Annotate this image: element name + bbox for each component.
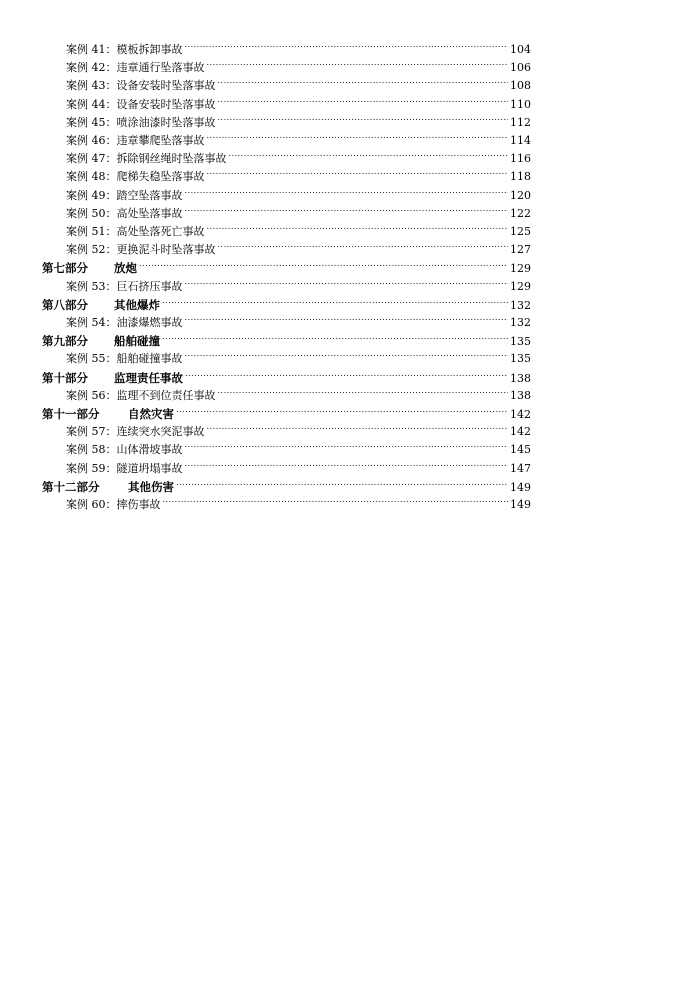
- case-title: 隧道坍塌事故: [116, 461, 183, 475]
- case-title: 违章通行坠落事故: [116, 61, 205, 75]
- toc-case-entry[interactable]: [42, 241, 531, 259]
- case-title: 监理不到位责任事故: [116, 388, 216, 402]
- case-number: 案例 50：: [66, 206, 117, 220]
- toc-case-label: [42, 350, 183, 368]
- toc-section-entry[interactable]: [42, 369, 531, 387]
- dot-leader: [229, 151, 509, 163]
- case-title: 油漆爆燃事故: [116, 316, 183, 329]
- toc-section-label: [42, 405, 174, 424]
- page-number: 122: [510, 206, 531, 220]
- toc-case-label: [42, 441, 183, 459]
- section-number: 第十二部分: [42, 479, 100, 494]
- toc-case-label: [42, 205, 183, 223]
- toc-section-label: [42, 478, 174, 497]
- case-number: 案例 55：: [66, 352, 117, 366]
- case-number: 案例 47：: [66, 152, 117, 166]
- toc-case-label: [42, 114, 216, 132]
- case-number: 案例 60：: [66, 498, 117, 511]
- toc-case-label: [42, 223, 205, 241]
- case-number: 案例 43：: [66, 79, 117, 93]
- toc-section-entry[interactable]: [42, 259, 531, 277]
- dot-leader: [163, 497, 509, 509]
- case-number: 案例 41：: [66, 43, 117, 56]
- section-title: 监理责任事故: [114, 370, 183, 385]
- dot-leader: [207, 169, 509, 181]
- dot-leader: [185, 279, 509, 291]
- toc-section-label: [42, 369, 183, 388]
- page-number: 118: [510, 170, 531, 184]
- toc-section-entry[interactable]: [42, 405, 531, 423]
- toc-case-entry[interactable]: [42, 223, 531, 241]
- page-number: 106: [510, 61, 531, 75]
- dot-leader: [176, 480, 508, 492]
- dot-leader: [207, 133, 509, 145]
- toc-case-entry[interactable]: [42, 205, 531, 223]
- case-number: 案例 52：: [66, 243, 117, 257]
- toc-case-entry[interactable]: [42, 460, 531, 478]
- toc-case-label: [42, 387, 216, 405]
- toc-case-label: [42, 41, 183, 59]
- page-number: 108: [510, 79, 531, 93]
- case-number: 案例 59：: [66, 461, 117, 475]
- dot-leader: [207, 60, 509, 72]
- dot-leader: [218, 78, 509, 90]
- toc-case-entry[interactable]: [42, 278, 531, 296]
- section-title: 放炮: [114, 261, 137, 276]
- dot-leader: [185, 371, 508, 383]
- toc-section-entry[interactable]: [42, 332, 531, 350]
- case-number: 案例 48：: [66, 170, 117, 184]
- case-number: 案例 53：: [66, 279, 117, 293]
- page-number: 114: [510, 134, 531, 147]
- dot-leader: [207, 424, 509, 436]
- toc-case-label: [42, 59, 205, 77]
- toc-case-label: [42, 314, 183, 332]
- page-number: 132: [510, 298, 531, 312]
- page-number: 127: [510, 243, 531, 257]
- toc-case-label: [42, 423, 205, 441]
- toc-section-label: [42, 296, 160, 315]
- toc-case-entry[interactable]: [42, 59, 531, 77]
- page-number: 110: [510, 97, 531, 111]
- toc-case-entry[interactable]: [42, 350, 531, 368]
- toc-case-entry[interactable]: [42, 132, 531, 150]
- section-number: 第八部分: [42, 297, 88, 312]
- section-title: 其他爆炸: [114, 297, 160, 312]
- page-number: 112: [510, 115, 531, 129]
- case-number: 案例 56：: [66, 388, 117, 402]
- page-number: 149: [510, 480, 531, 494]
- toc-case-entry[interactable]: [42, 96, 531, 114]
- section-number: 第十一部分: [42, 407, 100, 421]
- section-title: 自然灾害: [128, 407, 174, 421]
- toc-case-label: [42, 278, 183, 296]
- page-number: 135: [510, 352, 531, 366]
- case-number: 案例 44：: [66, 97, 117, 111]
- section-number: 第九部分: [42, 334, 88, 349]
- toc-case-entry[interactable]: [42, 441, 531, 459]
- case-title: 巨石挤压事故: [116, 279, 183, 293]
- case-title: 高处坠落事故: [116, 206, 183, 220]
- toc-case-label: [42, 496, 161, 514]
- case-title: 踏空坠落事故: [116, 188, 183, 202]
- dot-leader: [176, 407, 508, 419]
- case-number: 案例 46：: [66, 134, 117, 147]
- dot-leader: [162, 298, 508, 310]
- toc-section-label: [42, 332, 160, 351]
- case-title: 违章攀爬坠落事故: [116, 134, 205, 147]
- toc-case-label: [42, 150, 227, 168]
- case-title: 设备安装时坠落事故: [116, 97, 216, 111]
- dot-leader: [185, 188, 509, 200]
- toc-case-entry[interactable]: [42, 114, 531, 132]
- case-title: 高处坠落死亡事故: [116, 225, 205, 238]
- page-number: 129: [510, 262, 531, 276]
- page-number: 120: [510, 188, 531, 202]
- page-number: 104: [510, 43, 531, 56]
- dot-leader: [218, 388, 509, 400]
- case-number: 案例 57：: [66, 425, 117, 439]
- case-number: 案例 42：: [66, 61, 117, 75]
- case-number: 案例 45：: [66, 115, 117, 129]
- toc-section-entry[interactable]: [42, 296, 531, 314]
- dot-leader: [185, 42, 509, 54]
- dot-leader: [207, 224, 509, 236]
- page-number: 142: [510, 425, 531, 439]
- toc-case-label: [42, 187, 183, 205]
- case-number: 案例 49：: [66, 188, 117, 202]
- section-number: 第十部分: [42, 370, 88, 385]
- toc-case-entry[interactable]: [42, 150, 531, 168]
- case-title: 设备安装时坠落事故: [116, 79, 216, 93]
- toc-case-label: [42, 96, 216, 114]
- page-number: 147: [510, 461, 531, 475]
- page-number: 138: [510, 388, 531, 402]
- page-number: 138: [510, 371, 531, 385]
- toc-case-entry[interactable]: [42, 187, 531, 205]
- case-title: 拆除钢丝绳时坠落事故: [116, 152, 227, 166]
- toc-case-entry[interactable]: [42, 168, 531, 186]
- section-title: 其他伤害: [128, 479, 174, 494]
- case-title: 山体滑坡事故: [116, 443, 183, 457]
- dot-leader: [185, 206, 509, 218]
- dot-leader: [185, 351, 509, 363]
- toc-case-entry[interactable]: [42, 496, 531, 514]
- page-number: 142: [510, 408, 531, 421]
- toc-case-entry[interactable]: [42, 314, 531, 332]
- dot-leader: [139, 261, 508, 273]
- page-number: 149: [510, 498, 531, 511]
- page-number: 129: [510, 279, 531, 293]
- toc-case-label: [42, 77, 216, 95]
- section-title: 船舶碰撞: [114, 334, 160, 349]
- dot-leader: [162, 334, 508, 346]
- dot-leader: [185, 442, 509, 454]
- page-number: 135: [510, 335, 531, 349]
- toc-section-entry[interactable]: [42, 478, 531, 496]
- toc-case-entry[interactable]: [42, 77, 531, 95]
- toc-case-label: [42, 132, 205, 150]
- case-title: 摔伤事故: [116, 498, 161, 511]
- toc-section-label: [42, 259, 137, 278]
- toc-case-label: [42, 168, 205, 186]
- case-number: 案例 51：: [66, 225, 117, 238]
- case-title: 连续突水突泥事故: [116, 425, 205, 439]
- dot-leader: [185, 461, 509, 473]
- dot-leader: [218, 97, 509, 109]
- dot-leader: [218, 115, 509, 127]
- case-title: 爬梯失稳坠落事故: [116, 170, 205, 184]
- dot-leader: [218, 242, 509, 254]
- page-number: 125: [510, 225, 531, 238]
- case-title: 更换泥斗时坠落事故: [116, 243, 216, 257]
- dot-leader: [185, 315, 509, 327]
- toc-case-entry[interactable]: [42, 423, 531, 441]
- page-number: 132: [510, 316, 531, 329]
- toc-case-label: [42, 460, 183, 478]
- toc-case-entry[interactable]: [42, 41, 531, 59]
- page-number: 145: [510, 443, 531, 457]
- case-number: 案例 58：: [66, 443, 117, 457]
- toc-case-entry[interactable]: [42, 387, 531, 405]
- case-title: 船舶碰撞事故: [116, 352, 183, 366]
- case-title: 模板拆卸事故: [116, 43, 183, 56]
- case-number: 案例 54：: [66, 316, 117, 329]
- section-number: 第七部分: [42, 261, 88, 276]
- toc-case-label: [42, 241, 216, 259]
- page-number: 116: [510, 152, 531, 166]
- case-title: 喷涂油漆时坠落事故: [116, 115, 216, 129]
